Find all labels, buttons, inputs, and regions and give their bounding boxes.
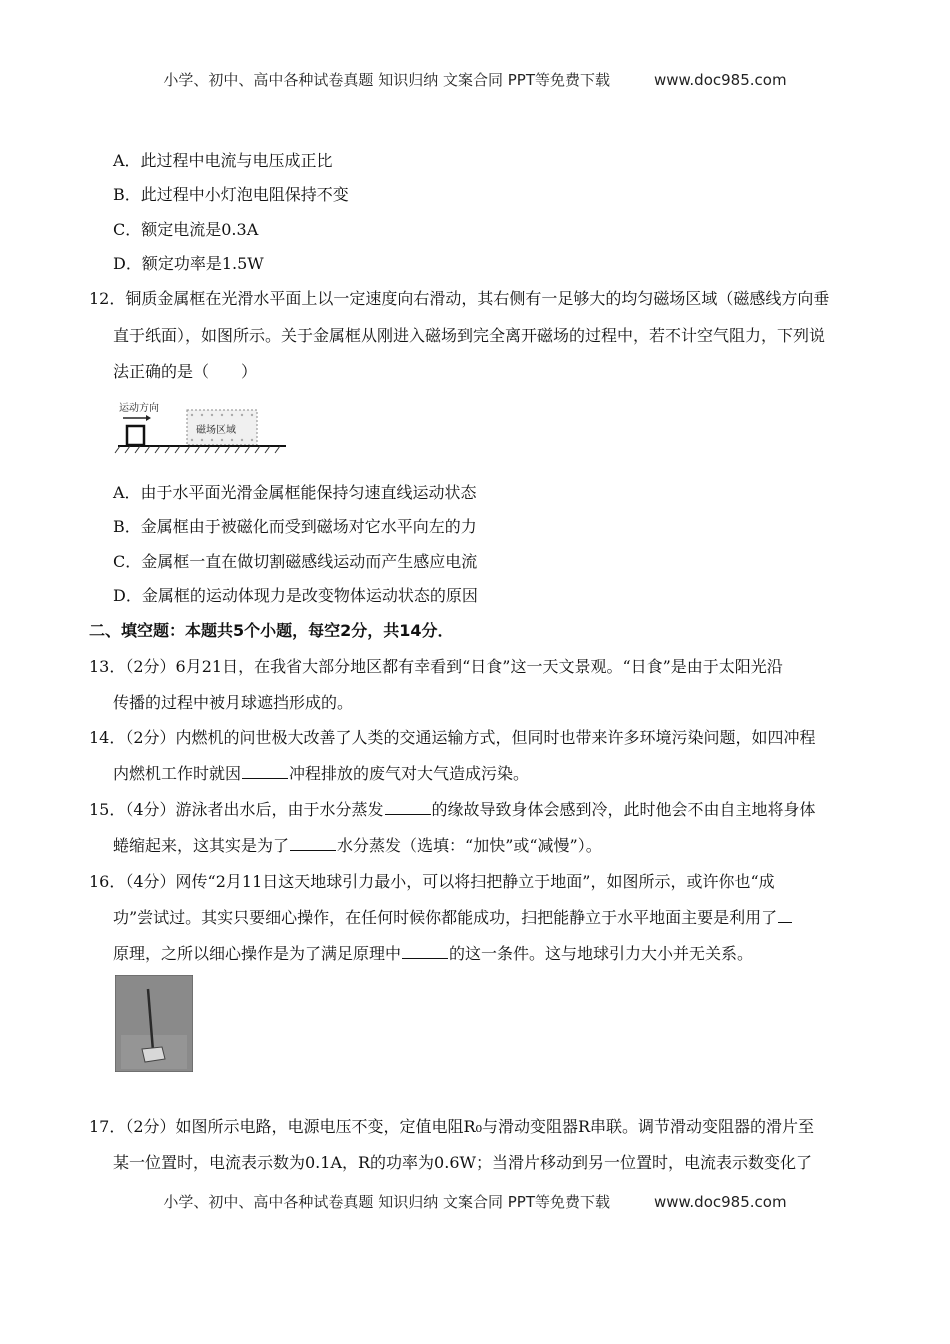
q13-line2: 传播的过程中被月球遮挡形成的。 xyxy=(113,693,354,712)
q15-blank-1[interactable] xyxy=(385,800,431,815)
ground-hatching xyxy=(115,446,280,453)
header-site[interactable]: www.doc985.com xyxy=(653,71,787,89)
q15-line1: 15．（4分）游泳者出水后，由于水分蒸发 的缘故导致身体会感到冷，此时他会不由自主地将身体 xyxy=(89,800,816,819)
page-footer xyxy=(0,1191,950,1212)
q11-option-a: A．此过程中电流与电压成正比 xyxy=(113,151,333,170)
q12-stem-line1: 12．铜质金属框在光滑水平面上以一定速度向右滑动，其右侧有一足够大的均匀磁场区域（磁感线方向垂 xyxy=(89,289,830,308)
q16-blank-1[interactable] xyxy=(778,908,792,923)
q12-option-c: C．金属框一直在做切割磁感线运动而产生感应电流 xyxy=(113,552,478,571)
q12-stem-line2: 直于纸面），如图所示。关于金属框从刚进入磁场到完全离开磁场的过程中，若不计空气阻力，下列说 xyxy=(113,326,826,345)
q17-line1: 17．（2分）如图所示电路，电源电压不变，定值电阻R₀与滑动变阻器R串联。调节滑动变阻器的滑片至 xyxy=(89,1117,815,1136)
footer-site[interactable]: www.doc985.com xyxy=(653,1193,787,1211)
q11-option-d: D．额定功率是1.5W xyxy=(113,254,264,273)
q13-line1: 13．（2分）6月21日，在我省大部分地区都有幸看到“日食”这一天文景观。“日食”是由于太阳光沿 xyxy=(89,657,783,676)
field-label: 磁场区域 xyxy=(196,425,236,436)
q16-line1: 16．（4分）网传“2月11日这天地球引力最小，可以将扫把静立于地面”，如图所示，或许你也“成 xyxy=(89,872,775,891)
header-text: 小学、初中、高中各种试卷真题 知识归纳 文案合同 PPT等免费下载 xyxy=(163,71,610,89)
q11-option-c: C．额定电流是0.3A xyxy=(113,220,259,239)
q15-line2: 蜷缩起来，这其实是为了 水分蒸发（选填：“加快”或“减慢”）。 xyxy=(113,836,602,855)
q17-line2: 某一位置时，电流表示数为0.1A，R的功率为0.6W；当滑片移动到另一位置时，电流表示数变化了 xyxy=(113,1153,812,1172)
q12-option-d: D．金属框的运动体现力是改变物体运动状态的原因 xyxy=(113,586,478,605)
magnetic-field-figure xyxy=(114,398,294,458)
motion-arrowhead xyxy=(146,415,151,421)
broom-photo xyxy=(115,975,193,1072)
page-header xyxy=(0,69,950,90)
motion-label: 运动方向 xyxy=(119,403,159,414)
q12-stem-line3: 法正确的是（ ） xyxy=(113,362,258,381)
q14-line2: 内燃机工作时就因 冲程排放的废气对大气造成污染。 xyxy=(113,764,530,783)
section-2-title: 二、填空题：本题共5个小题，每空2分，共14分． xyxy=(89,621,454,640)
broom-head xyxy=(142,1047,165,1062)
metal-frame xyxy=(127,426,144,445)
q16-line2: 功”尝试过。其实只要细心操作，在任何时候你都能成功，扫把能静立于水平地面主要是利用了 xyxy=(113,905,793,928)
q15-blank-2[interactable] xyxy=(290,836,336,851)
q12-option-b: B．金属框由于被磁化而受到磁场对它水平向左的力 xyxy=(113,517,477,536)
q16-line3: 原理，之所以细心操作是为了满足原理中 的这一条件。这与地球引力大小并无关系。 xyxy=(113,944,754,963)
q16-blank-2[interactable] xyxy=(402,944,448,959)
q12-option-a: A．由于水平面光滑金属框能保持匀速直线运动状态 xyxy=(113,483,477,502)
q14-blank[interactable] xyxy=(242,764,288,779)
q11-option-b: B．此过程中小灯泡电阻保持不变 xyxy=(113,185,349,204)
footer-text: 小学、初中、高中各种试卷真题 知识归纳 文案合同 PPT等免费下载 xyxy=(163,1193,610,1211)
q14-line1: 14．（2分）内燃机的问世极大改善了人类的交通运输方式，但同时也带来许多环境污染问题，如四冲程 xyxy=(89,728,816,747)
